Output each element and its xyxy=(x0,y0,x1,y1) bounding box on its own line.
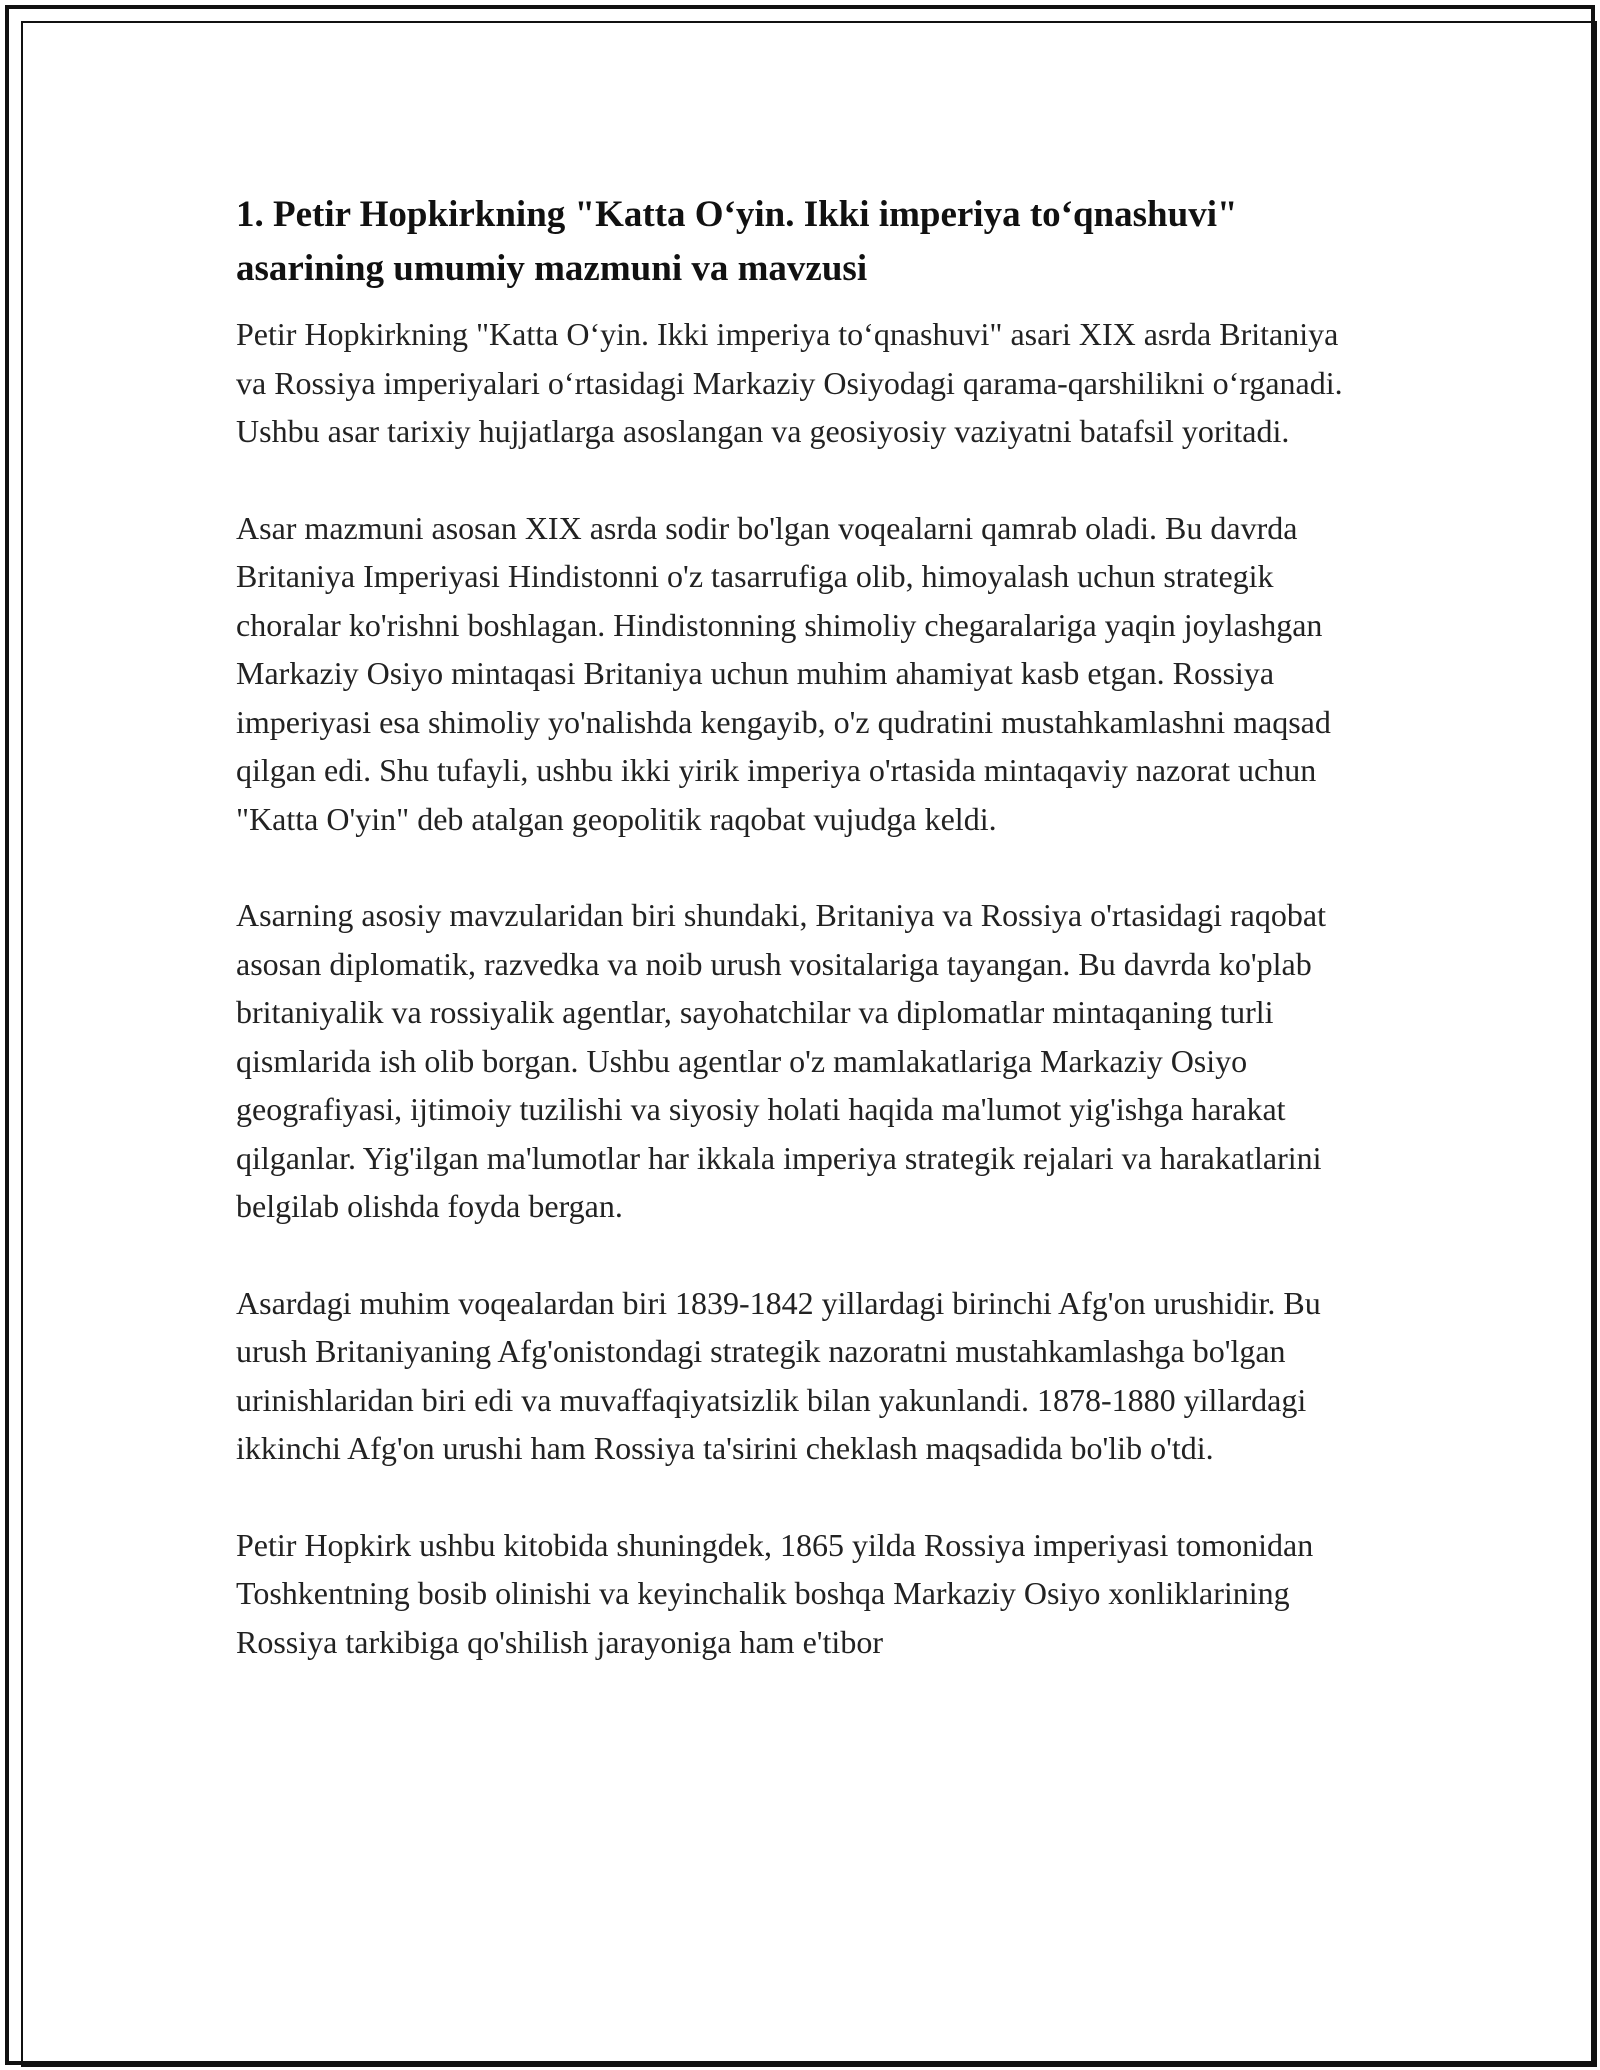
document-body xyxy=(236,188,1386,1714)
paragraph-3: Asarning asosiy mavzularidan biri shundaki, Britaniya va Rossiya o'rtasidagi raqobat asosan diplomatik, razvedka va noib urush vositalariga tayangan. Bu davrda ko'plab britaniyalik va rossiyalik agentlar, sayohatchilar va diplomatlar mintaqaning turli qismlarida ish olib borgan. Ushbu agentlar o'z mamlakatlariga Markaziy Osiyo geografiyasi, ijtimoiy tuzilishi va siyosiy holati haqida ma'lumot yig'ishga harakat qilganlar. Yig'ilgan ma'lumotlar har ikkala imperiya strategik rejalari va harakatlarini belgilab olishda foyda bergan. xyxy=(236,897,1326,1224)
paragraph-4: Asardagi muhim voqealardan biri 1839-1842 yillardagi birinchi Afg'on urushidir. Bu urush Britaniyaning Afg'onistondagi strategik nazoratni mustahkamlashga bo'lgan urinishlaridan biri edi va muvaffaqiyatsizlik bilan yakunlandi. 1878-1880 yillardagi ikkinchi Afg'on urushi ham Rossiya ta'sirini cheklash maqsadida bo'lib o'tdi. xyxy=(236,1284,1321,1466)
paragraph-5: Petir Hopkirk ushbu kitobida shuningdek, 1865 yilda Rossiya imperiyasi tomonidan Toshkentning bosib olinishi va keyinchalik boshqa Markaziy Osiyo xonliklarining Rossiya tarkibiga qo'shilish jarayoniga ham e'tibor xyxy=(236,1526,1314,1660)
document-title: 1. Petir Hopkirkning "Katta O‘yin. Ikki imperiya to‘qnashuvi" asarining umumiy mazmuni va mavzusi xyxy=(236,194,1238,289)
paragraph-2: Asar mazmuni asosan XIX asrda sodir bo'lgan voqealarni qamrab oladi. Bu davrda Britaniya Imperiyasi Hindistonni o'z tasarrufiga olib, himoyalash uchun strategik choralar ko'rishni boshlagan. Hindistonning shimoliy chegaralariga yaqin joylashgan Markaziy Osiyo mintaqasi Britaniya uchun muhim ahamiyat kasb etgan. Rossiya imperiyasi esa shimoliy yo'nalishda kengayib, o'z qudratini mustahkamlashni maqsad qilgan edi. Shu tufayli, ushbu ikki yirik imperiya o'rtasida mintaqaviy nazorat uchun "Katta O'yin" deb atalgan geopolitik raqobat vujudga keldi. xyxy=(236,509,1331,837)
paragraph-1: Petir Hopkirkning "Katta O‘yin. Ikki imperiya to‘qnashuvi" asari XIX asrda Britaniya va Rossiya imperiyalari o‘rtasidagi Markaziy Osiyodagi qarama-qarshilikni o‘rganadi. Ushbu asar tarixiy hujjatlarga asoslangan va geosiyosiy vaziyatni batafsil yoritadi. xyxy=(236,316,1343,449)
